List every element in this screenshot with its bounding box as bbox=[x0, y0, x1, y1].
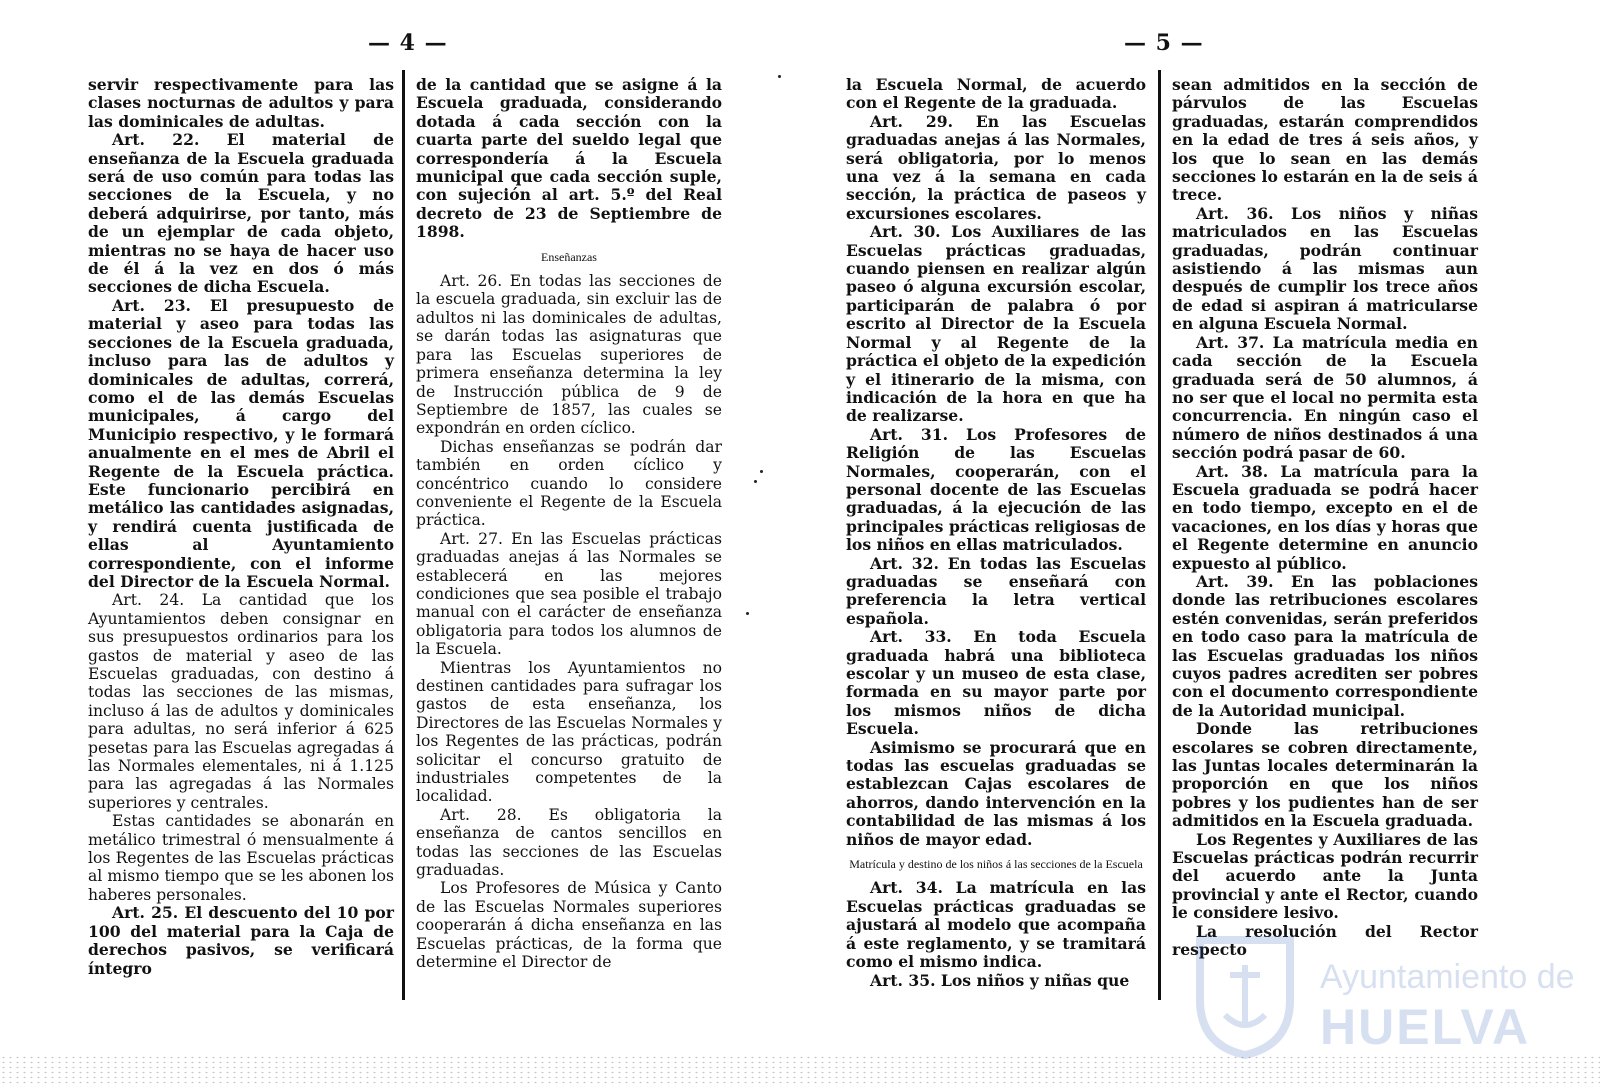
article-paragraph: Art. 22. El material de enseñanza de la Escuela graduada será de uso común para todas las secciones de la Escuela, y no deberá adquirirse, por tanto, más de un ejemplar de cada objeto, mientras no se haya de hacer uso de él á la vez en dos ó más secciones de dicha Escuela. bbox=[88, 130, 394, 297]
article-paragraph: Art. 28. Es obligatoria la enseñanza de cantos sencillos en todas las secciones de las Escuelas graduadas. bbox=[416, 805, 722, 880]
column-rule-right bbox=[1158, 70, 1161, 1000]
gutter-specks bbox=[738, 0, 828, 1087]
article-paragraph: servir respectivamente para las clases nocturnas de adultos y para las dominicales de adultas. bbox=[88, 75, 394, 131]
watermark-line2: HUELVA bbox=[1320, 999, 1531, 1055]
article-paragraph: Art. 29. En las Escuelas graduadas anejas á las Normales, será obligatoria, por lo menos una vez á la semana en cada sección, la práctica de paseos y excursiones escolares. bbox=[846, 111, 1146, 223]
section-heading: Enseñanzas bbox=[541, 249, 597, 264]
text-column-3 bbox=[846, 76, 1146, 990]
article-paragraph: Donde las retribuciones escolares se cobren directamente, las Juntas locales determinarán la proporción en que los niños pobres y los pudientes han de ser admitidos en la Escuela graduada. bbox=[1172, 719, 1478, 831]
article-paragraph: Mientras los Ayuntamientos no destinen cantidades para sufragar los gastos de esta enseñanza, los Directores de las Escuelas Normales y los Regentes de las prácticas, podrán solicitar el concurso gratuito de industriales competentes de la localidad. bbox=[416, 658, 722, 806]
article-paragraph: Art. 31. Los Profesores de Religión de las Escuelas Normales, cooperarán, con el personal docente de las Escuelas graduadas, á la ejecución de las principales prácticas religiosas de los niños en ellas matriculados. bbox=[846, 424, 1146, 555]
article-paragraph: Art. 39. En las poblaciones donde las retribuciones escolares estén convenidas, serán preferidos en todo caso para la matrícula de las Escuelas graduadas los niños cuyos padres acrediten ser pobres con el documento correspondiente de la Autoridad municipal. bbox=[1172, 571, 1478, 720]
article-paragraph: Art. 25. El descuento del 10 por 100 del material para la Caja de derechos pasivos, se verificará íntegro bbox=[88, 903, 394, 978]
watermark-line1: Ayuntamiento de bbox=[1320, 958, 1575, 996]
article-paragraph: la Escuela Normal, de acuerdo con el Regente de la graduada. bbox=[846, 75, 1146, 113]
article-paragraph: Dichas enseñanzas se podrán dar también en orden cíclico y concéntrico cuando lo considere conveniente el Regente de la Escuela práctica. bbox=[416, 437, 722, 530]
city-coat-of-arms-icon bbox=[1190, 930, 1300, 1060]
section-heading: Matrícula y destino de los niños á las secciones de la Escuela bbox=[849, 857, 1143, 872]
article-paragraph: de la cantidad que se asigne á la Escuela graduada, considerando dotada á cada sección con la cuarta parte del sueldo legal que correspondería á la Escuela municipal que cada sección suple, con sujeción al art. 5.º del Real decreto de 23 de Septiembre de 1898. bbox=[416, 75, 722, 242]
scan-noise bbox=[0, 1055, 1600, 1087]
article-paragraph: Art. 37. La matrícula media en cada sección de la Escuela graduada será de 50 alumnos, á no ser que el local no permita esta concurrencia. En ningún caso el número de niños destinados á una sección podrá pasar de 60. bbox=[1172, 332, 1478, 463]
article-paragraph: Art. 33. En toda Escuela graduada habrá una biblioteca escolar y un museo de esta clase, formada en su mayor parte por los mismos niños de dicha Escuela. bbox=[846, 627, 1146, 739]
article-paragraph: Asimismo se procurará que en todas las escuelas graduadas se establezcan Cajas escolares de ahorros, dando intervención en la contabilidad de las mismas á los niños de mayor edad. bbox=[846, 737, 1146, 849]
article-paragraph: Los Regentes y Auxiliares de las Escuelas prácticas podrán recurrir del acuerdo ante la Junta provincial y ante el Rector, cuando le considere lesivo. bbox=[1172, 829, 1478, 923]
article-paragraph: Art. 23. El presupuesto de material y aseo para todas las secciones de la Escuela graduada, incluso para las de adultos y dominicales de adultas, correrá, como el de las demás Escuelas municipales, á cargo del Municipio respectivo, y le formará anualmente en el mes de Abril el Regente de la Escuela práctica. Este funcionario percibirá en metálico las cantidades asignadas, y rendirá cuenta justificada de ellas al Ayuntamiento correspondiente, con el informe del Director de la Escuela Normal. bbox=[88, 295, 394, 591]
article-paragraph: Art. 32. En todas las Escuelas graduadas se enseñará con preferencia la letra vertical española. bbox=[846, 553, 1146, 628]
article-paragraph: Art. 38. La matrícula para la Escuela graduada se podrá hacer en todo tiempo, excepto en el de vacaciones, en los días y horas que el Regente determine en anuncio expuesto al público. bbox=[1172, 461, 1478, 573]
watermark bbox=[1190, 930, 1590, 1070]
article-paragraph: Los Profesores de Música y Canto de las Escuelas Normales superiores cooperarán á dicha enseñanza en las Escuelas prácticas, de la forma que determine el Director de bbox=[416, 879, 722, 972]
article-paragraph: Art. 36. Los niños y niñas matriculados en las Escuelas graduadas, podrán continuar asistiendo á las mismas aun después de cumplir los trece años de edad si aspiran á matricularse en alguna Escuela Normal. bbox=[1172, 203, 1478, 334]
page-number-right: — 5 — bbox=[1124, 30, 1204, 56]
page-number-left: — 4 — bbox=[368, 30, 448, 56]
article-paragraph: Art. 27. En las Escuelas prácticas graduadas anejas á las Normales se establecerá en las mejores condiciones que sea posible el trabajo manual con el carácter de enseñanza obligatoria para todos los alumnos de la Escuela. bbox=[416, 529, 722, 659]
text-column-4 bbox=[1172, 76, 1478, 960]
article-paragraph: Art. 35. Los niños y niñas que bbox=[870, 970, 1130, 990]
text-column-2 bbox=[416, 76, 722, 972]
column-rule-left bbox=[402, 70, 405, 1000]
article-paragraph: Art. 26. En todas las secciones de la escuela graduada, sin excluir las de adultos ni las dominicales de adultas, se darán todas las asignaturas que para las Escuelas superiores de primera enseñanza determina la ley de Instrucción pública de 9 de Septiembre de 1857, las cuales se expondrán en orden cíclico. bbox=[416, 272, 722, 438]
article-paragraph: Art. 30. Los Auxiliares de las Escuelas prácticas graduadas, cuando piensen en realizar algún paseo ó alguna excursión escolar, participarán de palabra ó por escrito al Director de la Escuela Normal y al Regente de la práctica el objeto de la expedición y el itinerario de la misma, con indicación de la hora en que ha de realizarse. bbox=[846, 222, 1146, 426]
article-paragraph: Estas cantidades se abonarán en metálico trimestral ó mensualmente á los Regentes de las Escuelas prácticas al mismo tiempo que se les abonen los haberes personales. bbox=[88, 812, 394, 904]
text-column-1 bbox=[88, 76, 394, 978]
article-paragraph: Art. 24. La cantidad que los Ayuntamientos deben consignar en sus presupuestos ordinarios para los gastos de material y aseo de las Escuelas graduadas, con destino á todas las secciones de las mismas, incluso á las de adultos y dominicales para adultas, no será inferior á 625 pesetas para las Escuelas agregadas á las Normales elementales, ni á 1.125 para las agregadas á las Normales superiores y centrales. bbox=[88, 591, 394, 812]
article-paragraph: Art. 34. La matrícula en las Escuelas prácticas graduadas se ajustará al modelo que acompaña á este reglamento, y se tramitará como el mismo indica. bbox=[846, 878, 1146, 972]
article-paragraph: sean admitidos en la sección de párvulos de las Escuelas graduadas, estarán comprendidos en la edad de tres á seis años, y los que lo sean en las demás secciones lo estarán en la de seis á trece. bbox=[1172, 75, 1478, 205]
article-paragraph: La resolución del Rector respecto bbox=[1172, 921, 1478, 960]
